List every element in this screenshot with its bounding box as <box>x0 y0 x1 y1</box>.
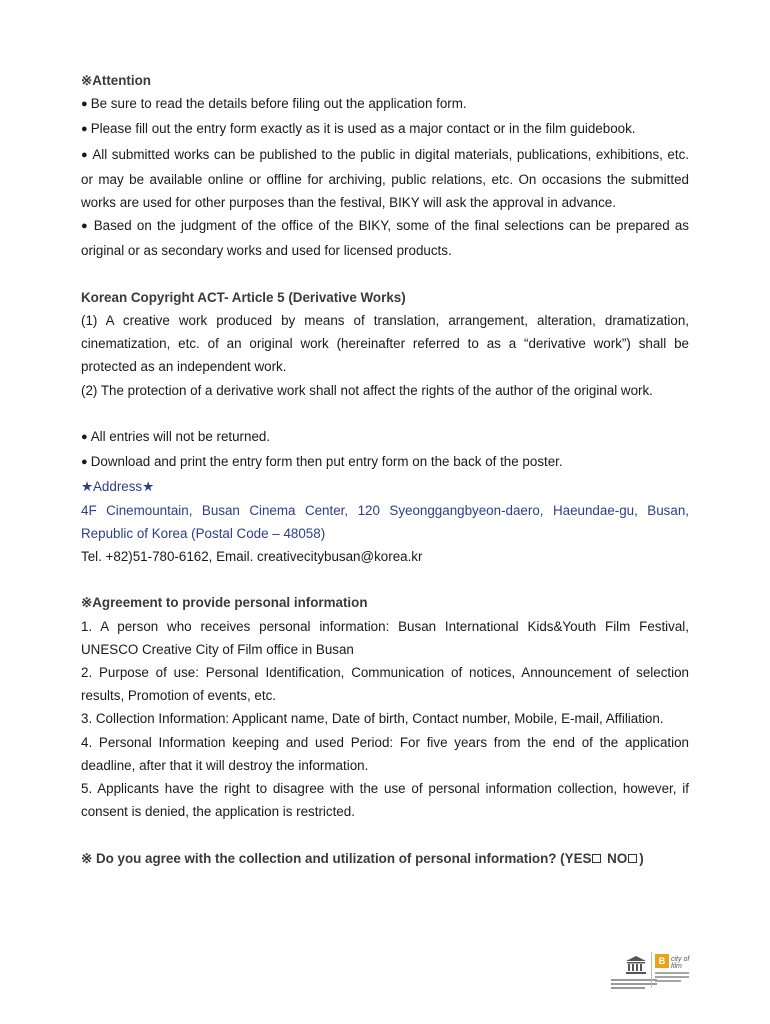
copyright-item: (2) The protection of a derivative work shall not affect the rights of the author of the original work. <box>81 382 653 398</box>
busan-logo-icon: B <box>655 954 669 968</box>
busan-logo-text: city of film <box>671 956 690 970</box>
question-text: ※ Do you agree with the collection and utilization of personal information? (YES <box>81 850 592 866</box>
address-text: 4F Cinemountain, Busan Cinema Center, 120 Syeonggangbyeon-daero, Haeundae-gu, Busan, Republic of Korea (Postal Code – 48058) <box>81 502 689 541</box>
contact-text: Tel. +82)51-780-6162, Email. creativecitybusan@korea.kr <box>81 549 423 565</box>
logo-divider <box>651 952 652 988</box>
no-label: NO <box>607 850 628 866</box>
agreement-item: 4. Personal Information keeping and used Period: For five years from the end of the application deadline, after that it will destroy the information. <box>81 734 689 773</box>
agreement-item: 1. A person who receives personal information: Busan International Kids&Youth Film Festival, UNESCO Creative City of Film office in Busan <box>81 618 689 657</box>
attention-bullet: ● All submitted works can be published to the public in digital materials, publications, exhibitions, etc. or may be available online or offline for archiving, public relations, etc. On occasions the submitted works are used for other purposes than the festival, BIKY will ask the approval in advance. <box>81 143 689 215</box>
copyright-item: (1) A creative work produced by means of translation, arrangement, alteration, dramatization, cinematization, etc. of an original work (hereinafter referred to as a “derivative work”) shall be protected as an independent work. <box>81 313 689 375</box>
spacer <box>81 263 689 286</box>
agreement-item: 5. Applicants have the right to disagree with the use of personal information collection, however, if consent is denied, the application is restricted. <box>81 781 689 820</box>
spacer <box>81 568 689 591</box>
yes-checkbox[interactable] <box>592 854 601 863</box>
agreement-heading: ※Agreement to provide personal information <box>81 595 368 611</box>
entries-bullet: ● All entries will not be returned. <box>81 425 689 450</box>
attention-heading: ※Attention <box>81 73 151 88</box>
agreement-question <box>81 847 689 870</box>
question-close: ) <box>639 850 644 866</box>
unesco-temple-icon <box>625 955 647 975</box>
copyright-heading: Korean Copyright ACT- Article 5 (Derivative Works) <box>81 289 406 305</box>
document-body <box>81 69 689 870</box>
spacer <box>81 823 689 846</box>
entries-bullet: ● Download and print the entry form then put entry form on the back of the poster. <box>81 450 689 475</box>
agreement-item: 2. Purpose of use: Personal Identification, Communication of notices, Announcement of selection results, Promotion of events, etc. <box>81 665 689 704</box>
busan-caption <box>655 972 689 984</box>
agreement-item: 3. Collection Information: Applicant name, Date of birth, Contact number, Mobile, E-mail, Affiliation. <box>81 711 664 727</box>
spacer <box>81 402 689 425</box>
attention-bullet: ● Be sure to read the details before filing out the application form. <box>81 92 689 117</box>
attention-bullet: ● Please fill out the entry form exactly as it is used as a major contact or in the film guidebook. <box>81 117 689 142</box>
footer-logos <box>611 952 691 990</box>
no-checkbox[interactable] <box>628 854 637 863</box>
address-label: ★Address★ <box>81 479 155 495</box>
attention-bullet: ● Based on the judgment of the office of the BIKY, some of the final selections can be prepared as original or as secondary works and used for licensed products. <box>81 214 689 262</box>
